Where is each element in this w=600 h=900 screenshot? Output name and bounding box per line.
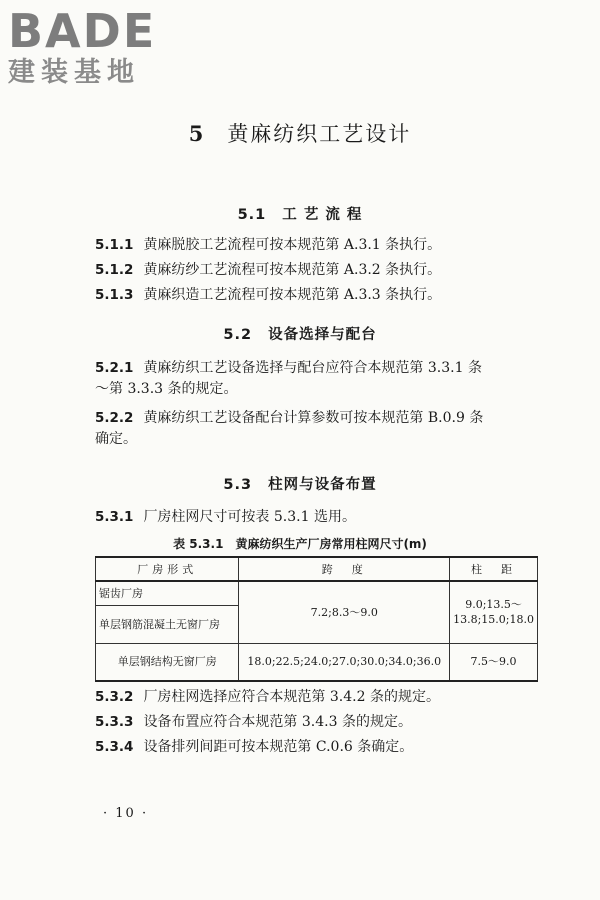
page-number: · 10 · [103,806,149,821]
clause-5-2-2 [95,408,545,450]
clause-number: 5.3.2 [95,689,134,705]
table-cell-type: 单层钢结构无窗厂房 [96,643,239,681]
clause-5-3-1 [95,507,545,528]
section-heading-5-1 [0,203,600,224]
clause-number: 5.2.2 [95,410,134,426]
table-number: 表 5.3.1 [173,537,224,551]
clause-text-continued: ～第 3.3.3 条的规定。 [95,381,238,397]
clause-number: 5.2.1 [95,360,134,376]
logo-brand: BADE [8,4,157,58]
clause-number: 5.1.2 [95,262,134,278]
table-cell-type: 单层钢筋混凝土无窗厂房 [96,605,239,643]
clause-text: 黄麻纺纱工艺流程可按本规范第 A.3.2 条执行。 [143,262,442,278]
clause-number: 5.1.1 [95,237,134,253]
clause-text: 厂房柱网尺寸可按表 5.3.1 选用。 [143,509,356,525]
clause-text: 黄麻织造工艺流程可按本规范第 A.3.3 条执行。 [143,287,442,303]
clause-text: 设备布置应符合本规范第 3.4.3 条的规定。 [143,714,412,730]
clause-5-3-4 [95,737,545,758]
clause-text: 黄麻纺织工艺设备选择与配台应符合本规范第 3.3.1 条 [143,360,482,376]
section-number: 5.1 [237,207,267,223]
clause-text: 黄麻纺织工艺设备配台计算参数可按本规范第 B.0.9 条 [143,410,484,426]
clause-number: 5.1.3 [95,287,134,303]
clause-number: 5.3.3 [95,714,134,730]
section-number: 5.3 [223,477,253,493]
chapter-heading [0,118,600,148]
section-heading-5-2 [0,323,600,344]
clause-5-3-3 [95,712,545,733]
chapter-title: 黄麻纺织工艺设计 [227,122,412,146]
chapter-number: 5 [188,121,206,146]
section-number: 5.2 [223,327,253,343]
table-title: 黄麻纺织生产厂房常用柱网尺寸(m) [235,537,427,551]
clause-number: 5.3.1 [95,509,134,525]
table-caption [0,535,600,552]
clause-5-1-3 [95,285,545,306]
table-cell-type: 锯齿厂房 [96,581,239,605]
clause-text: 设备排列间距可按本规范第 C.0.6 条确定。 [143,739,414,755]
table-cell-span: 7.2;8.3～9.0 [239,581,450,643]
table-header-cell: 厂房形式 [96,557,239,581]
clause-number: 5.3.4 [95,739,134,755]
section-title: 工 艺 流 程 [282,207,363,223]
table-header-cell: 跨 度 [239,557,450,581]
table-row [96,643,538,681]
section-title: 柱网与设备布置 [268,477,377,493]
clause-text: 厂房柱网选择应符合本规范第 3.4.2 条的规定。 [143,689,440,705]
section-heading-5-3 [0,473,600,494]
clause-text-continued: 确定。 [95,431,137,447]
section-title: 设备选择与配台 [268,327,377,343]
table-row [96,581,538,605]
clause-5-2-1 [95,358,545,400]
clause-5-1-2 [95,260,545,281]
table-cell-spacing: 7.5～9.0 [450,643,538,681]
publisher-logo [8,6,178,90]
table-header-cell: 柱 距 [450,557,538,581]
logo-subtitle: 建装基地 [8,57,140,88]
clause-5-3-2 [95,687,545,708]
column-grid-table [95,556,538,682]
table-cell-spacing: 9.0;13.5～13.8;15.0;18.0 [450,581,538,643]
table-cell-span: 18.0;22.5;24.0;27.0;30.0;34.0;36.0 [239,643,450,681]
clause-5-1-1 [95,235,545,256]
clause-text: 黄麻脱胶工艺流程可按本规范第 A.3.1 条执行。 [143,237,442,253]
